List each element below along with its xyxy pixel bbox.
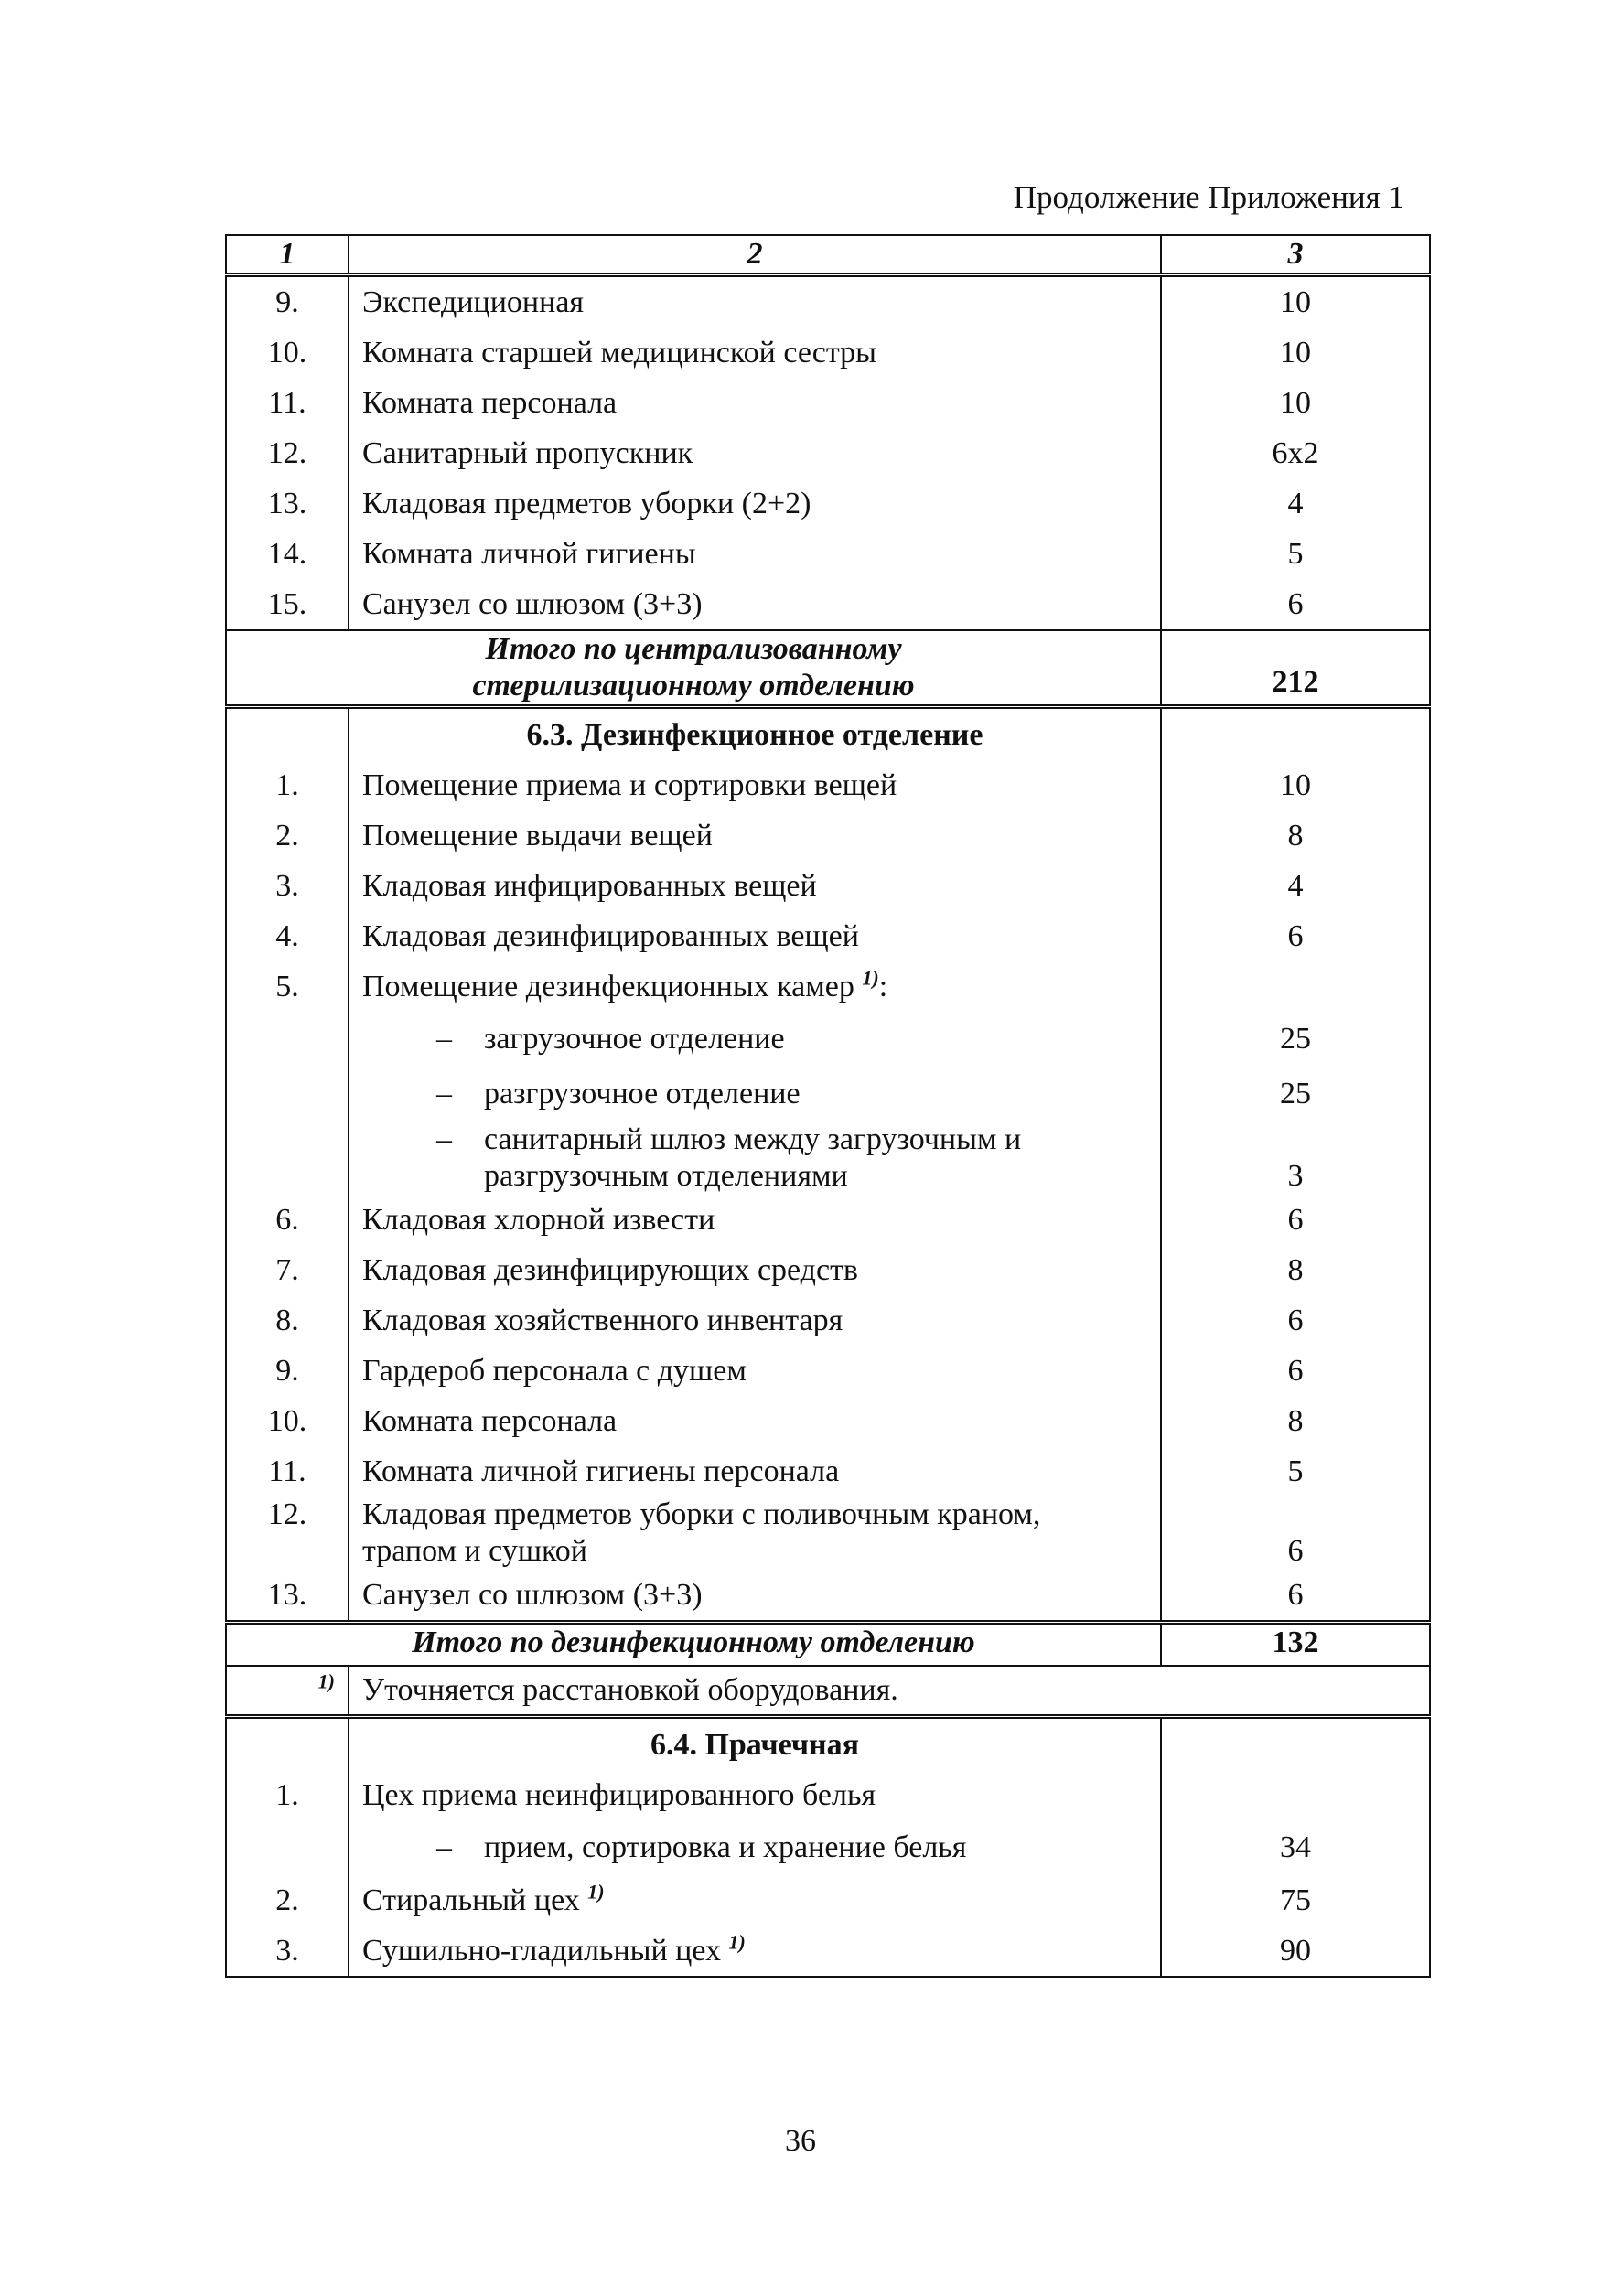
- row-number: 7.: [226, 1245, 349, 1295]
- room-name: Кладовая дезинфицированных вещей: [349, 911, 1161, 961]
- column-header-3: 3: [1161, 235, 1430, 275]
- table-subrow: [226, 1121, 1430, 1195]
- continuation-header: Продолжение Приложения 1: [1013, 179, 1404, 215]
- row-number: 9.: [226, 1346, 349, 1396]
- area-value: 4: [1161, 861, 1430, 911]
- row-number: 8.: [226, 1295, 349, 1346]
- area-value: 25: [1161, 1067, 1430, 1121]
- area-value: 8: [1161, 1396, 1430, 1446]
- row-number: 2.: [226, 1875, 349, 1926]
- footnote-text: Уточняется расстановкой оборудования.: [349, 1666, 1430, 1717]
- row-number: 14.: [226, 529, 349, 579]
- table-row: [226, 1497, 1430, 1570]
- table-subrow: [226, 1012, 1430, 1067]
- total-row-disinfection: [226, 1623, 1430, 1667]
- table-row: [226, 760, 1430, 810]
- room-name: Комната личной гигиены персонала: [349, 1446, 1161, 1497]
- room-name: Помещение приема и сортировки вещей: [349, 760, 1161, 810]
- table-subrow: [226, 1820, 1430, 1875]
- room-name-suffix: :: [878, 970, 888, 1003]
- total-label: Итого по дезинфекционному отделению: [226, 1623, 1161, 1667]
- row-number: 10.: [226, 327, 349, 378]
- table-row: [226, 1396, 1430, 1446]
- room-name: Экспедиционная: [349, 275, 1161, 328]
- room-name: Санузел со шлюзом (3+3): [349, 1570, 1161, 1623]
- section-title: 6.4. Прачечная: [349, 1717, 1161, 1771]
- footnote-row: [226, 1666, 1430, 1717]
- area-value: 34: [1161, 1820, 1430, 1875]
- table-row: [226, 810, 1430, 861]
- area-value: 3: [1161, 1121, 1430, 1195]
- table-row: [226, 1875, 1430, 1926]
- subroom-text-line1: санитарный шлюз между загрузочным и: [484, 1122, 1022, 1156]
- room-name: Гардероб персонала с душем: [349, 1346, 1161, 1396]
- table-subrow: [226, 1067, 1430, 1121]
- section-title-row: [226, 707, 1430, 761]
- table-row: [226, 478, 1430, 529]
- total-value: 132: [1161, 1623, 1430, 1667]
- page-number: 36: [785, 2124, 816, 2158]
- row-number: 2.: [226, 810, 349, 861]
- room-name: Кладовая предметов уборки (2+2): [349, 478, 1161, 529]
- row-number: 13.: [226, 1570, 349, 1623]
- dash-mark: –: [436, 1830, 452, 1864]
- table-row: [226, 1195, 1430, 1245]
- table-row: [226, 1770, 1430, 1820]
- total-label-line1: Итого по централизованному: [485, 632, 902, 666]
- table-row: [226, 1245, 1430, 1295]
- table-row: [226, 529, 1430, 579]
- room-name: Кладовая хозяйственного инвентаря: [349, 1295, 1161, 1346]
- room-name: Цех приема неинфицированного белья: [349, 1770, 1161, 1820]
- row-number: 6.: [226, 1195, 349, 1245]
- room-name-text: Помещение дезинфекционных камер: [362, 970, 854, 1003]
- column-header-1: 1: [226, 235, 349, 275]
- row-number: 4.: [226, 911, 349, 961]
- section-title-row: [226, 1717, 1430, 1771]
- room-name: [349, 1497, 1161, 1570]
- area-value: 10: [1161, 275, 1430, 328]
- table-row: [226, 378, 1430, 428]
- room-name: Комната персонала: [349, 378, 1161, 428]
- area-value: 6: [1161, 1570, 1430, 1623]
- room-name-text: Сушильно-гладильный цех: [362, 1934, 722, 1968]
- table-row: [226, 327, 1430, 378]
- table-row: [226, 911, 1430, 961]
- row-number: 3.: [226, 861, 349, 911]
- column-header-row: [226, 235, 1430, 275]
- room-name: Санитарный пропускник: [349, 428, 1161, 478]
- room-name: Кладовая хлорной извести: [349, 1195, 1161, 1245]
- room-name-line2: трапом и сушкой: [362, 1534, 587, 1568]
- table-row: [226, 1295, 1430, 1346]
- footnote-mark: 1): [317, 1669, 335, 1693]
- row-number: 1.: [226, 760, 349, 810]
- room-name: Помещение выдачи вещей: [349, 810, 1161, 861]
- subroom-name: [349, 1121, 1161, 1195]
- footnote-mark: 1): [587, 1880, 605, 1904]
- area-value: 6: [1161, 1195, 1430, 1245]
- table-row: [226, 961, 1430, 1012]
- area-value: 8: [1161, 810, 1430, 861]
- area-value: 8: [1161, 1245, 1430, 1295]
- area-value: 6: [1161, 1346, 1430, 1396]
- area-value: 6: [1161, 1295, 1430, 1346]
- table-row: [226, 579, 1430, 630]
- area-value: 90: [1161, 1926, 1430, 1977]
- room-name: [349, 961, 1161, 1012]
- room-name-text: Стиральный цех: [362, 1883, 580, 1917]
- row-number: 15.: [226, 579, 349, 630]
- subroom-text: прием, сортировка и хранение белья: [484, 1830, 967, 1864]
- area-value: 10: [1161, 378, 1430, 428]
- row-number: 5.: [226, 961, 349, 1012]
- subroom-text: разгрузочное отделение: [484, 1077, 800, 1110]
- column-header-2: 2: [349, 235, 1161, 275]
- subroom-text-line2: разгрузочным отделениями: [484, 1159, 848, 1193]
- table-row: [226, 428, 1430, 478]
- area-value: 10: [1161, 327, 1430, 378]
- area-value: 5: [1161, 1446, 1430, 1497]
- rooms-table: [225, 234, 1431, 1978]
- total-row-sterilization: [226, 630, 1430, 707]
- room-name: Комната личной гигиены: [349, 529, 1161, 579]
- room-name: Комната старшей медицинской сестры: [349, 327, 1161, 378]
- room-name: Санузел со шлюзом (3+3): [349, 579, 1161, 630]
- row-number: 12.: [226, 1497, 349, 1570]
- area-value: 6: [1161, 1497, 1430, 1570]
- row-number: 3.: [226, 1926, 349, 1977]
- subroom-name: [349, 1067, 1161, 1121]
- area-value: 4: [1161, 478, 1430, 529]
- row-number: 10.: [226, 1396, 349, 1446]
- area-value: 6: [1161, 911, 1430, 961]
- table-row: [226, 1570, 1430, 1623]
- room-name-line1: Кладовая предметов уборки с поливочным краном,: [362, 1497, 1041, 1531]
- dash-mark: –: [436, 1122, 452, 1156]
- area-value: 5: [1161, 529, 1430, 579]
- subroom-text: загрузочное отделение: [484, 1022, 785, 1056]
- row-number: 13.: [226, 478, 349, 529]
- dash-mark: –: [436, 1022, 452, 1056]
- area-value: 6: [1161, 579, 1430, 630]
- footnote-mark: 1): [728, 1930, 746, 1954]
- area-value: 75: [1161, 1875, 1430, 1926]
- area-value: 10: [1161, 760, 1430, 810]
- total-label: [226, 630, 1161, 707]
- subroom-name: [349, 1820, 1161, 1875]
- dash-mark: –: [436, 1077, 452, 1110]
- row-number: 12.: [226, 428, 349, 478]
- table-row: [226, 1346, 1430, 1396]
- subroom-name: [349, 1012, 1161, 1067]
- room-name: Комната персонала: [349, 1396, 1161, 1446]
- total-value: 212: [1161, 630, 1430, 707]
- area-value: 6x2: [1161, 428, 1430, 478]
- row-number: 1.: [226, 1770, 349, 1820]
- table-row: [226, 1926, 1430, 1977]
- section-title: 6.3. Дезинфекционное отделение: [349, 707, 1161, 761]
- room-name: [349, 1926, 1161, 1977]
- total-label-line2: стерилизационному отделению: [472, 669, 915, 703]
- table-row: [226, 275, 1430, 328]
- row-number: 11.: [226, 1446, 349, 1497]
- table-row: [226, 1446, 1430, 1497]
- footnote-mark: 1): [862, 966, 879, 990]
- room-name: Кладовая инфицированных вещей: [349, 861, 1161, 911]
- table-row: [226, 861, 1430, 911]
- row-number: 9.: [226, 275, 349, 328]
- room-name: Кладовая дезинфицирующих средств: [349, 1245, 1161, 1295]
- row-number: 11.: [226, 378, 349, 428]
- room-name: [349, 1875, 1161, 1926]
- area-value: 25: [1161, 1012, 1430, 1067]
